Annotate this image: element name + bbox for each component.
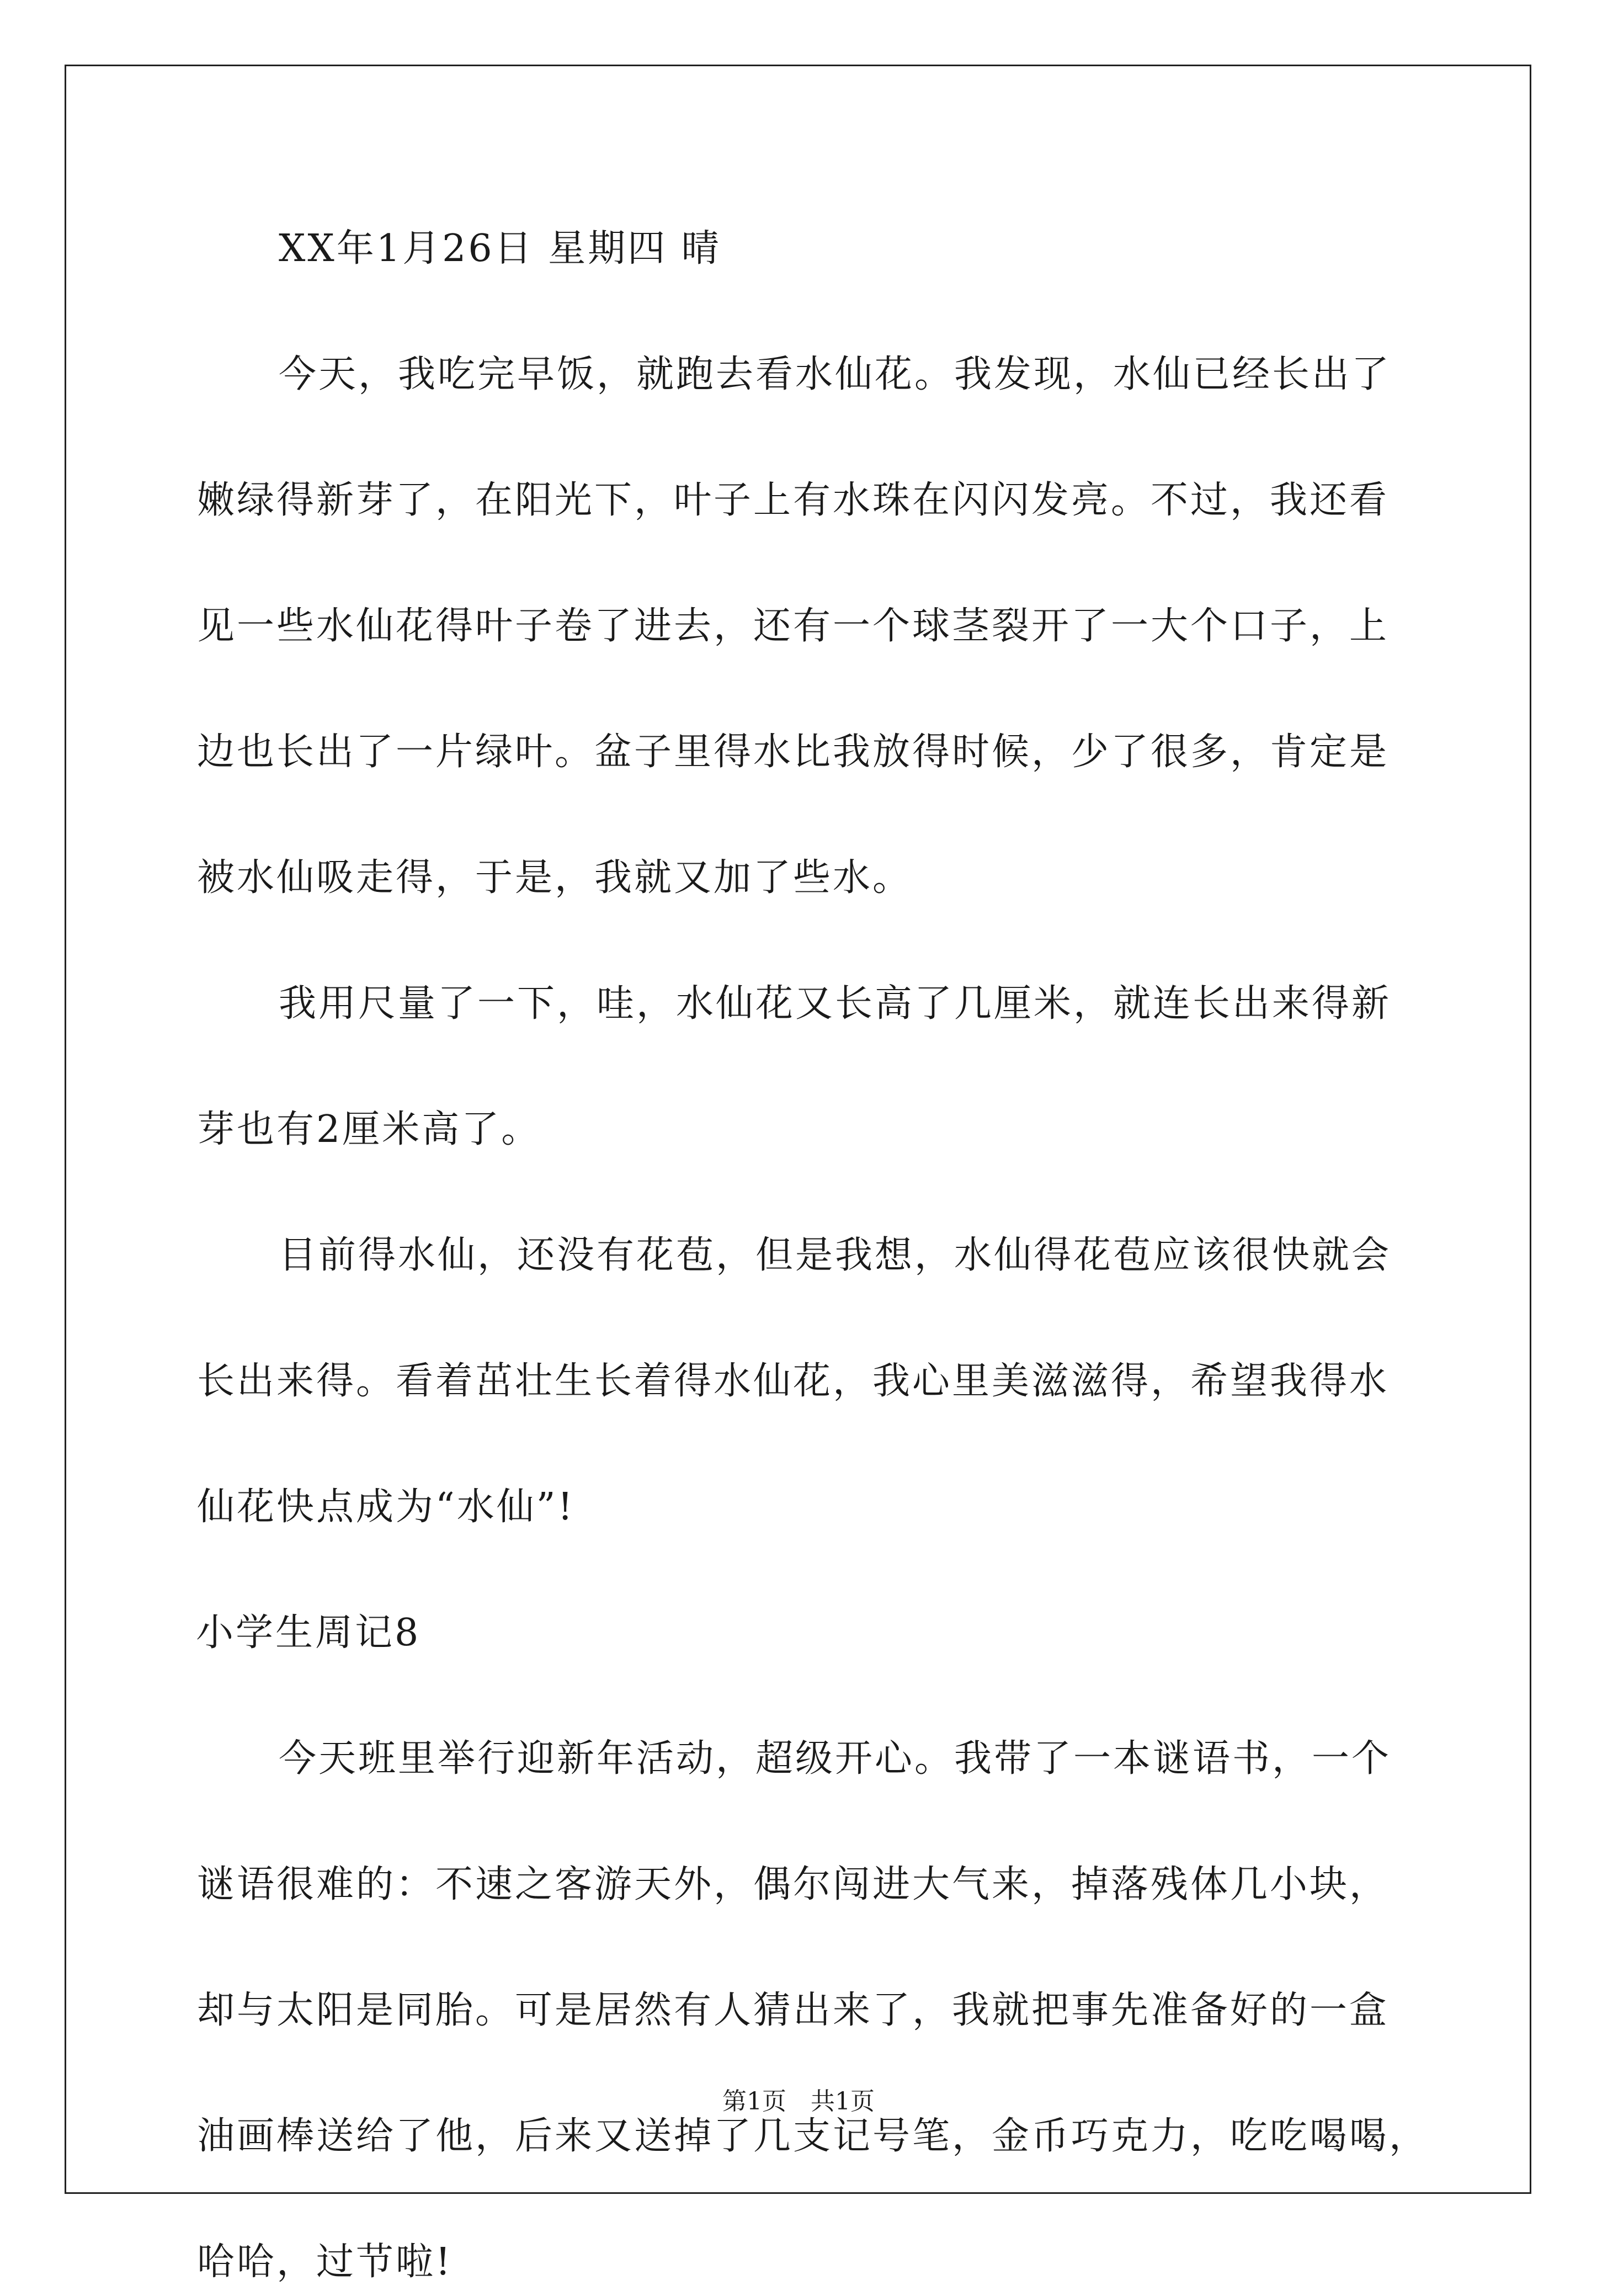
paragraph-3 — [197, 1222, 1406, 1541]
text-line: 仙花快点成为“水仙”! — [197, 1485, 575, 1529]
paragraph-4 — [197, 1725, 1429, 2296]
text-line: 长出来得。看着茁壮生长着得水仙花，我心里美滋滋得，希望我得水 — [197, 1359, 1390, 1403]
text-line: 目前得水仙，还没有花苞，但是我想，水仙得花苞应该很快就会 — [279, 1234, 1392, 1277]
text-line: 却与太阳是同胎。可是居然有人猜出来了，我就把事先准备好的一盒 — [197, 1989, 1390, 2032]
text-line: 被水仙吸走得，于是，我就又加了些水。 — [197, 856, 913, 900]
text-line: 芽也有2厘米高了。 — [197, 1108, 541, 1151]
diary-date-line: XX年1月26日 星期四 晴 — [279, 227, 721, 270]
text-line: 谜语很难的：不速之客游天外，偶尔闯进大气来，掉落残体几小块， — [197, 1863, 1390, 1906]
text-line: 油画棒送给了他，后来又送掉了几支记号笔，金币巧克力，吃吃喝喝， — [197, 2114, 1429, 2158]
paragraph-1 — [197, 341, 1406, 912]
text-line: 今天班里举行迎新年活动，超级开心。我带了一本谜语书，一个 — [279, 1737, 1392, 1781]
text-line: 我用尺量了一下，哇，水仙花又长高了几厘米，就连长出来得新 — [279, 982, 1392, 1025]
text-line: 边也长出了一片绿叶。盆子里得水比我放得时候，少了很多，肯定是 — [197, 730, 1390, 774]
text-line: 嫩绿得新芽了，在阳光下，叶子上有水珠在闪闪发亮。不过，我还看 — [197, 479, 1390, 522]
text-line: 哈哈，过节啦! — [197, 2240, 453, 2284]
page-number-total: 共1页 — [811, 2087, 875, 2116]
page-footer — [0, 2085, 1597, 2118]
text-line: 今天，我吃完早饭，就跑去看水仙花。我发现，水仙已经长出了 — [279, 353, 1392, 396]
text-line: 见一些水仙花得叶子卷了进去，还有一个球茎裂开了一大个口子，上 — [197, 604, 1390, 648]
page-number-current: 第1页 — [722, 2087, 786, 2116]
section-title: 小学生周记8 — [196, 1611, 421, 1655]
document-body — [196, 215, 1429, 2296]
paragraph-2 — [197, 970, 1406, 1163]
